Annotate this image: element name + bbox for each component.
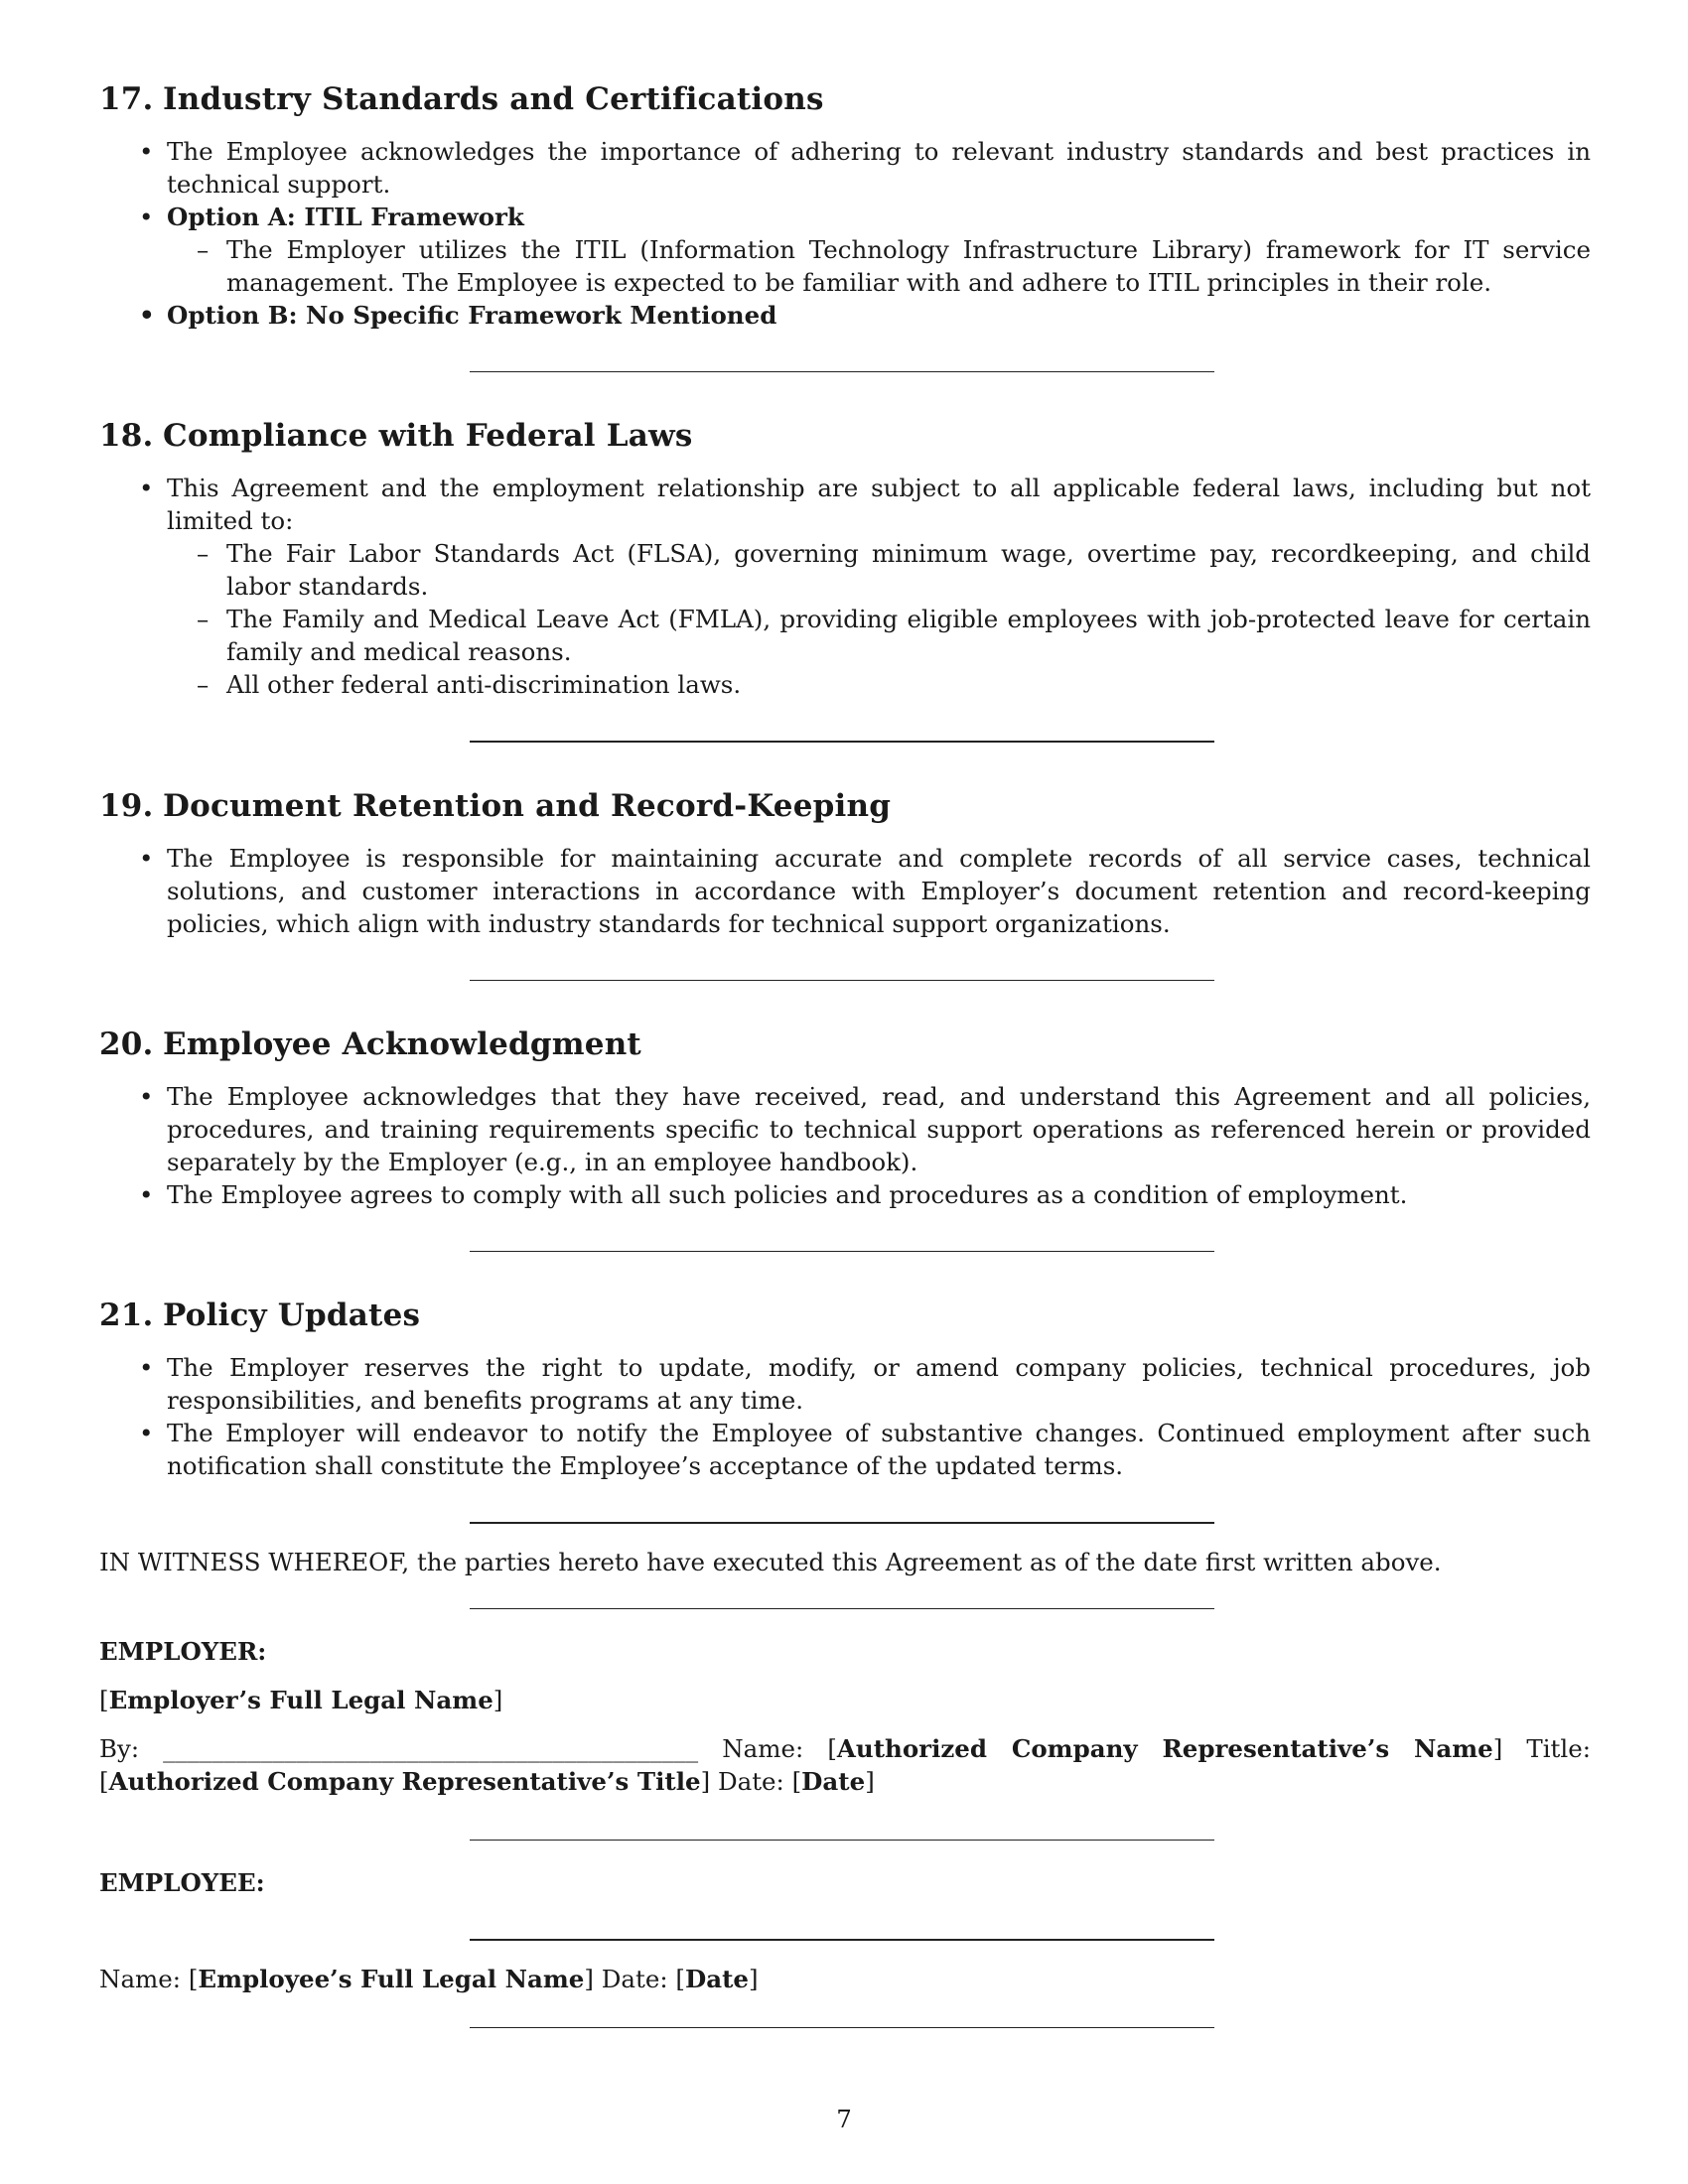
document-page (99, 79, 1591, 2028)
list-item: • The Employee acknowledges the importance of adhering to relevant industry standards and best practices in technical support. (99, 135, 1591, 201)
name-label: Name: (99, 1965, 182, 1993)
list-item: • The Employer reserves the right to update, modify, or amend company policies, technical procedures, job responsibilities, and benefits programs at any time. (99, 1351, 1591, 1417)
employee-signature-line (470, 1939, 1214, 1941)
divider (470, 1608, 1214, 1609)
divider (470, 371, 1214, 372)
list-item: • The Employee agrees to comply with all such policies and procedures as a condition of employment. (99, 1178, 1591, 1211)
date-placeholder: Date (801, 1767, 866, 1796)
federal-laws-sublist (167, 537, 1591, 701)
date-label: Date: (601, 1965, 668, 1993)
employer-name-placeholder: Employer’s Full Legal Name (108, 1686, 493, 1714)
employer-signature-block: By: ____________________________________________ Name: [Authorized Company Representative’s Name] Title: [Authorized Company Representative’s Title] Date: [Date] (99, 1734, 1591, 1796)
divider (470, 1522, 1214, 1524)
divider (470, 2027, 1214, 2028)
section-number: 20. (99, 1026, 154, 1062)
divider (470, 1251, 1214, 1252)
page-number: 7 (836, 2105, 852, 2133)
list-item: • The Employer will endeavor to notify the Employee of substantive changes. Continued employment after such notification shall constitute the Employee’s acceptance of the updated terms. (99, 1417, 1591, 1482)
title-label: Title: (1526, 1734, 1591, 1763)
section-18-list (99, 472, 1591, 701)
section-21-heading (99, 1296, 1591, 1335)
divider (470, 741, 1214, 743)
employer-heading: EMPLOYER: (99, 1637, 267, 1666)
employee-name-date: Name: [Employee’s Full Legal Name] Date: [Date] (99, 1965, 759, 1993)
signature-line: ____________________________________________ (163, 1734, 699, 1763)
section-title: Compliance with Federal Laws (163, 418, 693, 454)
sub-list-item: – The Fair Labor Standards Act (FLSA), governing minimum wage, overtime pay, recordkeeping, and child labor standards. (167, 537, 1591, 603)
representative-title-placeholder: Authorized Company Representative’s Title (108, 1767, 701, 1796)
section-number: 21. (99, 1297, 154, 1333)
section-21-list (99, 1351, 1591, 1482)
list-item-text: • This Agreement and the employment relationship are subject to all applicable federal laws, including but not limited to: (167, 474, 1591, 535)
by-label: By: (99, 1734, 140, 1763)
section-number: 17. (99, 81, 154, 117)
section-title: Employee Acknowledgment (163, 1026, 641, 1062)
date-placeholder: Date (684, 1965, 749, 1993)
section-number: 19. (99, 788, 154, 824)
section-19-heading (99, 786, 1591, 826)
divider (470, 1840, 1214, 1841)
witness-statement: IN WITNESS WHEREOF, the parties hereto have executed this Agreement as of the date first written above. (99, 1548, 1442, 1576)
sub-list-item: – The Employer utilizes the ITIL (Information Technology Infrastructure Library) framework for IT service management. The Employee is expected to be familiar with and adhere to ITIL principles in their role. (167, 233, 1591, 299)
sub-list-item: – The Family and Medical Leave Act (FMLA), providing eligible employees with job-protected leave for certain family and medical reasons. (167, 603, 1591, 668)
option-a-label: Option A: ITIL Framework (167, 203, 524, 231)
employee-heading: EMPLOYEE: (99, 1868, 265, 1897)
section-number: 18. (99, 418, 154, 454)
section-title: Industry Standards and Certifications (163, 81, 824, 117)
section-18-heading (99, 416, 1591, 456)
list-item: • The Employee acknowledges that they have received, read, and understand this Agreement and all policies, procedures, and training requirements specific to technical support operations as referenced herein or provided separately by the Employer (e.g., in an employee handbook). (99, 1080, 1591, 1178)
section-19-list (99, 842, 1591, 940)
section-20-list (99, 1080, 1591, 1211)
representative-name-placeholder: Authorized Company Representative’s Name (836, 1734, 1493, 1763)
section-title: Document Retention and Record-Keeping (163, 788, 892, 824)
list-item (99, 472, 1591, 701)
section-title: Policy Updates (163, 1297, 421, 1333)
employee-name-placeholder: Employee’s Full Legal Name (198, 1965, 585, 1993)
date-label: Date: (717, 1767, 784, 1796)
employer-full-name: [Employer’s Full Legal Name] (99, 1686, 503, 1714)
section-20-heading (99, 1024, 1591, 1064)
name-label: Name: (722, 1734, 804, 1763)
section-17-list (99, 135, 1591, 332)
option-b-label: • Option B: No Specific Framework Mentioned (99, 299, 1591, 332)
list-item: • The Employee is responsible for maintaining accurate and complete records of all service cases, technical solutions, and customer interactions in accordance with Employer’s document retention and record-keeping policies, which align with industry standards for technical support organizations. (99, 842, 1591, 940)
list-item (99, 201, 1591, 299)
option-a-sublist (167, 233, 1591, 299)
divider (470, 980, 1214, 981)
sub-list-item: – All other federal anti-discrimination laws. (167, 668, 1591, 701)
section-17-heading (99, 79, 1591, 119)
